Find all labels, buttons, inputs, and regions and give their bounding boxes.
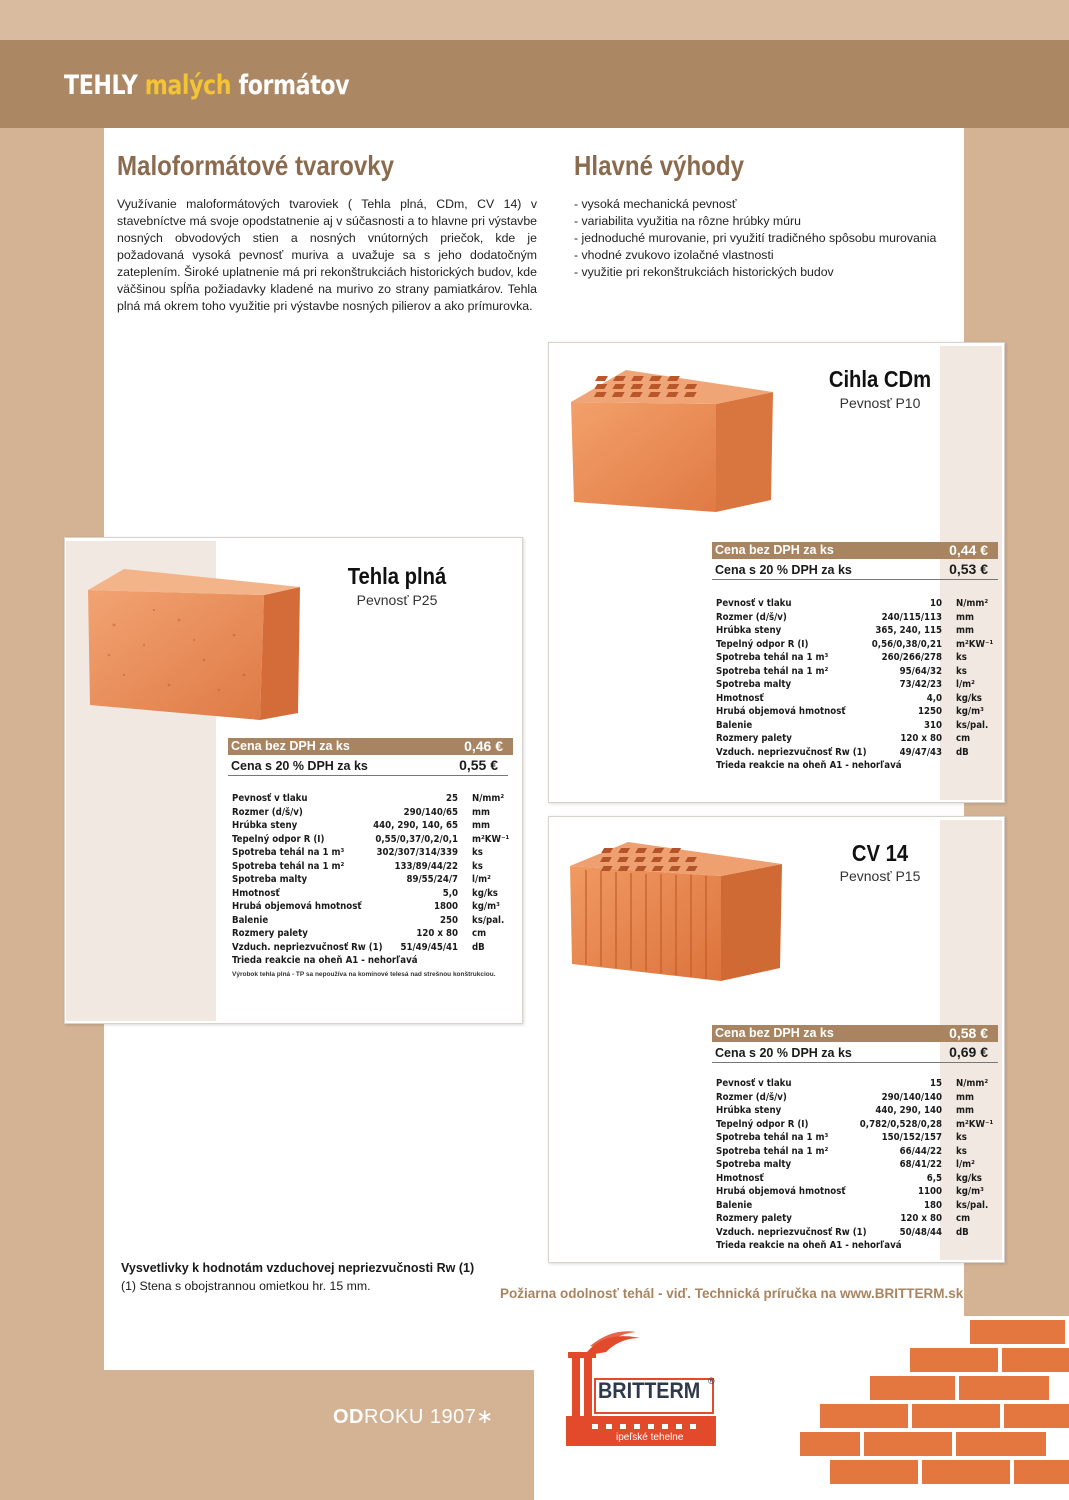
spec-unit: m²KW⁻¹	[956, 1118, 994, 1130]
spec-row	[232, 887, 517, 901]
spec-unit: cm	[956, 1213, 971, 1224]
since-1907-label: ODROKU 1907∗	[333, 1406, 494, 1428]
spec-label: Tepelný odpor R (I)	[716, 638, 809, 650]
spec-value: 25	[445, 793, 458, 804]
spec-row	[716, 1185, 1006, 1199]
spec-value: 365, 240, 115	[875, 625, 942, 636]
spec-row	[716, 678, 1006, 692]
spec-value: 5,0	[442, 887, 458, 899]
spec-value: 1800	[433, 901, 458, 912]
spec-value: 0,56/0,38/0,21	[871, 638, 942, 650]
spec-row	[232, 860, 517, 874]
spec-row	[716, 1212, 1006, 1226]
spec-row	[716, 719, 1006, 733]
spec-label: Hmotnosť	[716, 692, 764, 704]
spec-row	[716, 624, 1006, 638]
spec-label: Hmotnosť	[232, 887, 280, 899]
price-with-vat-cv14: Cena s 20 % DPH za ks 0,69 €	[712, 1044, 998, 1063]
spec-label: Vzduch. nepriezvučnosť Rw (1)	[716, 746, 867, 758]
spec-label: Rozmer (d/š/v)	[232, 806, 303, 818]
spec-value: 240/115/113	[881, 611, 942, 623]
spec-row	[232, 914, 517, 928]
spec-label: Hmotnosť	[716, 1172, 764, 1184]
spec-value: 310	[923, 719, 942, 731]
spec-row	[232, 819, 517, 833]
spec-label: Balenie	[716, 719, 753, 731]
spec-label: Spotreba malty	[716, 1159, 792, 1170]
spec-label: Hrúbka steny	[716, 625, 782, 636]
spec-value: 440, 290, 140	[875, 1105, 942, 1116]
spec-value: 290/140/140	[881, 1091, 942, 1103]
spec-unit: mm	[472, 806, 490, 818]
page-title: TEHLY malých formátov	[64, 70, 350, 101]
spec-unit: ks	[956, 665, 967, 677]
spec-value: 0,55/0,37/0,2/0,1	[375, 833, 458, 845]
spec-value: 73/42/23	[899, 679, 942, 690]
spec-value: 66/44/22	[899, 1145, 942, 1157]
spec-value: 10	[929, 598, 942, 609]
price-without-vat-cv14: Cena bez DPH za ks 0,58 €	[712, 1025, 998, 1042]
spec-unit: ks	[472, 847, 483, 858]
spec-row	[232, 806, 517, 820]
spec-row	[716, 597, 1006, 611]
spec-unit: ks/pal.	[472, 914, 505, 926]
spec-value: 120 x 80	[900, 1213, 942, 1224]
spec-value: 50/48/44	[899, 1226, 942, 1238]
spec-row	[232, 900, 517, 914]
spec-row	[716, 611, 1006, 625]
spec-row	[232, 941, 517, 955]
spec-label: Spotreba malty	[232, 874, 308, 885]
spec-unit: l/m²	[956, 679, 975, 690]
spec-table-cdm	[716, 597, 1006, 773]
product-strength-cdm: Pevnosť P10	[839, 395, 921, 411]
spec-label: Vzduch. nepriezvučnosť Rw (1)	[232, 941, 383, 953]
spec-value: 133/89/44/22	[394, 860, 458, 872]
advantage-item: - jednoduché murovanie, pri využití tradičného spôsobu murovania	[574, 231, 937, 245]
price-without-vat-tehla: Cena bez DPH za ks 0,46 €	[228, 738, 513, 755]
spec-value: 290/140/65	[403, 806, 458, 818]
spec-value: 302/307/314/339	[376, 847, 458, 858]
spec-unit: dB	[472, 941, 485, 953]
spec-label: Pevnosť v tlaku	[716, 598, 792, 609]
spec-unit: kg/m³	[956, 706, 984, 717]
spec-value: 4,0	[926, 692, 942, 704]
spec-unit: mm	[956, 1105, 974, 1116]
fire-resistance-link[interactable]: Požiarna odolnosť tehál - viď. Technická príručka na www.BRITTERM.sk	[500, 1286, 964, 1301]
spec-unit: kg/ks	[956, 692, 982, 704]
spec-row	[716, 1118, 1006, 1132]
intro-text: Využívanie maloformátových tvaroviek ( Tehla plná, CDm, CV 14) v stavebníctve má svoje opodstatnenie aj v súčasnosti a to hlavne pri výstavbe nosných obvodových stien a nosných vnútorných priečok, kde je požadovaná vysoká pevnosť muriva a uvažuje sa s jeho dodatočným zateplením. Široké uplatnenie má pri rekonštrukciách historických budov, kde väčšinou spĺňa požiadavky kladené na murivo zo strany pamiatkárov. Tehla plná má okrem toho využitie pri výstavbe nosných pilierov a ako prímurovka.	[117, 197, 537, 313]
spec-row	[232, 846, 517, 860]
spec-unit: cm	[956, 733, 971, 744]
spec-label: Spotreba tehál na 1 m²	[716, 1145, 829, 1157]
cdm-brick-image	[566, 362, 778, 517]
price-with-vat-tehla: Cena s 20 % DPH za ks 0,55 €	[228, 757, 508, 776]
advantage-item: - využitie pri rekonštrukciách historických budov	[574, 265, 834, 279]
spec-value: 260/266/278	[881, 652, 942, 663]
spec-unit: m²KW⁻¹	[472, 833, 510, 845]
spec-label: Pevnosť v tlaku	[232, 793, 308, 804]
spec-row	[716, 1077, 1006, 1091]
product-name-cv14: CV 14	[851, 840, 909, 866]
tehla-brick-image	[84, 565, 306, 725]
spec-value: 120 x 80	[900, 733, 942, 744]
spec-value: 51/49/45/41	[400, 941, 458, 953]
fire-class: Trieda reakcie na oheň A1 - nehorľavá	[716, 760, 902, 771]
spec-unit: kg/m³	[956, 1186, 984, 1197]
spec-value: 68/41/22	[899, 1159, 942, 1170]
spec-label: Hrubá objemová hmotnosť	[716, 1186, 846, 1197]
spec-unit: l/m²	[956, 1159, 975, 1170]
spec-row	[716, 1199, 1006, 1213]
spec-label: Balenie	[716, 1199, 753, 1211]
spec-unit: mm	[956, 1091, 974, 1103]
spec-value: 120 x 80	[416, 928, 458, 939]
brick-wall-graphic	[800, 1318, 1069, 1500]
spec-label: Spotreba tehál na 1 m³	[716, 652, 829, 663]
spec-row	[716, 1158, 1006, 1172]
spec-table-tehla	[232, 792, 517, 968]
fire-class: Trieda reakcie na oheň A1 - nehorľavá	[716, 1240, 902, 1251]
spec-row	[716, 732, 1006, 746]
spec-label: Spotreba tehál na 1 m²	[232, 860, 345, 872]
spec-row	[232, 792, 517, 806]
spec-label: Hrúbka steny	[716, 1105, 782, 1116]
product-name-tehla: Tehla plná	[347, 563, 447, 589]
spec-value: 1250	[917, 706, 942, 717]
spec-row	[716, 692, 1006, 706]
spec-unit: cm	[472, 928, 487, 939]
spec-label: Spotreba tehál na 1 m³	[232, 847, 345, 858]
spec-row	[716, 746, 1006, 760]
spec-value: 89/55/24/7	[406, 874, 458, 885]
spec-unit: ks/pal.	[956, 1199, 989, 1211]
spec-unit: mm	[956, 611, 974, 623]
product-strength-cv14: Pevnosť P15	[839, 868, 921, 884]
registered-mark: ®	[708, 1376, 715, 1386]
fire-class: Trieda reakcie na oheň A1 - nehorľavá	[232, 955, 418, 966]
advantages-heading: Hlavné výhody	[574, 150, 744, 181]
title-band	[0, 40, 1069, 128]
spec-table-cv14	[716, 1077, 1006, 1253]
spec-label: Rozmery palety	[716, 733, 792, 744]
product-name-cdm: Cihla CDm	[828, 366, 932, 392]
spec-value: 250	[439, 914, 458, 926]
legend-text: (1) Stena s obojstrannou omietkou hr. 15 mm.	[121, 1279, 371, 1293]
brand-name: BRITTERM	[598, 1378, 701, 1403]
spec-label: Spotreba tehál na 1 m²	[716, 665, 829, 677]
spec-label: Hrubá objemová hmotnosť	[232, 901, 362, 912]
spec-row	[232, 927, 517, 941]
spec-unit: N/mm²	[472, 793, 505, 804]
spec-label: Pevnosť v tlaku	[716, 1078, 792, 1089]
spec-row	[716, 638, 1006, 652]
spec-label: Rozmery palety	[716, 1213, 792, 1224]
spec-unit: kg/ks	[472, 887, 498, 899]
advantage-item: - variabilita využitia na rôzne hrúbky múru	[574, 214, 801, 228]
spec-row	[716, 1226, 1006, 1240]
spec-label: Rozmer (d/š/v)	[716, 1091, 787, 1103]
spec-unit: kg/m³	[472, 901, 500, 912]
tehla-note: Výrobok tehla plná - TP sa nepoužíva na komínové telesá nad strešnou konštrukciou.	[232, 971, 496, 978]
spec-value: 15	[929, 1078, 942, 1089]
advantage-item: - vysoká mechanická pevnosť	[574, 197, 737, 211]
price-with-vat-cdm: Cena s 20 % DPH za ks 0,53 €	[712, 561, 998, 580]
spec-label: Balenie	[232, 914, 269, 926]
spec-value: 180	[923, 1199, 942, 1211]
spec-row	[716, 705, 1006, 719]
spec-unit: kg/ks	[956, 1172, 982, 1184]
spec-value: 95/64/32	[899, 665, 942, 677]
brand-tagline: ipeľské tehelne	[616, 1432, 684, 1443]
spec-unit: N/mm²	[956, 1078, 989, 1089]
spec-row	[716, 651, 1006, 665]
advantage-item: - vhodné zvukovo izolačné vlastnosti	[574, 248, 774, 262]
spec-row	[232, 873, 517, 887]
spec-unit: ks	[956, 1132, 967, 1143]
spec-row	[232, 833, 517, 847]
spec-label: Hrúbka steny	[232, 820, 298, 831]
spec-unit: ks/pal.	[956, 719, 989, 731]
spec-unit: dB	[956, 746, 969, 758]
spec-unit: ks	[956, 652, 967, 663]
spec-row	[716, 665, 1006, 679]
spec-row	[716, 1145, 1006, 1159]
spec-row	[716, 1131, 1006, 1145]
spec-label: Tepelný odpor R (I)	[716, 1118, 809, 1130]
spec-label: Rozmery palety	[232, 928, 308, 939]
cv14-brick-image	[566, 836, 788, 986]
spec-label: Spotreba tehál na 1 m³	[716, 1132, 829, 1143]
spec-value: 150/152/157	[881, 1132, 942, 1143]
spec-unit: mm	[956, 625, 974, 636]
spec-unit: N/mm²	[956, 598, 989, 609]
spec-label: Rozmer (d/š/v)	[716, 611, 787, 623]
spec-label: Hrubá objemová hmotnosť	[716, 706, 846, 717]
spec-unit: dB	[956, 1226, 969, 1238]
spec-label: Spotreba malty	[716, 679, 792, 690]
spec-row	[716, 1172, 1006, 1186]
intro-heading: Maloformátové tvarovky	[117, 150, 395, 181]
top-strip	[0, 0, 1069, 40]
spec-unit: ks	[956, 1145, 967, 1157]
spec-unit: m²KW⁻¹	[956, 638, 994, 650]
spec-unit: l/m²	[472, 874, 491, 885]
spec-label: Vzduch. nepriezvučnosť Rw (1)	[716, 1226, 867, 1238]
spec-row	[716, 1104, 1006, 1118]
spec-unit: ks	[472, 860, 483, 872]
spec-row	[716, 1091, 1006, 1105]
advantages-list	[574, 196, 936, 281]
product-strength-tehla: Pevnosť P25	[356, 592, 438, 608]
legend-title: Vysvetlivky k hodnotám vzduchovej nepriezvučnosti Rw (1)	[121, 1261, 475, 1275]
spec-label: Tepelný odpor R (I)	[232, 833, 325, 845]
spec-value: 0,782/0,528/0,28	[859, 1118, 942, 1130]
spec-value: 49/47/43	[899, 746, 942, 758]
spec-value: 6,5	[926, 1172, 942, 1184]
spec-value: 1100	[917, 1186, 942, 1197]
spec-value: 440, 290, 140, 65	[373, 820, 458, 831]
price-without-vat-cdm: Cena bez DPH za ks 0,44 €	[712, 542, 998, 559]
spec-unit: mm	[472, 820, 490, 831]
